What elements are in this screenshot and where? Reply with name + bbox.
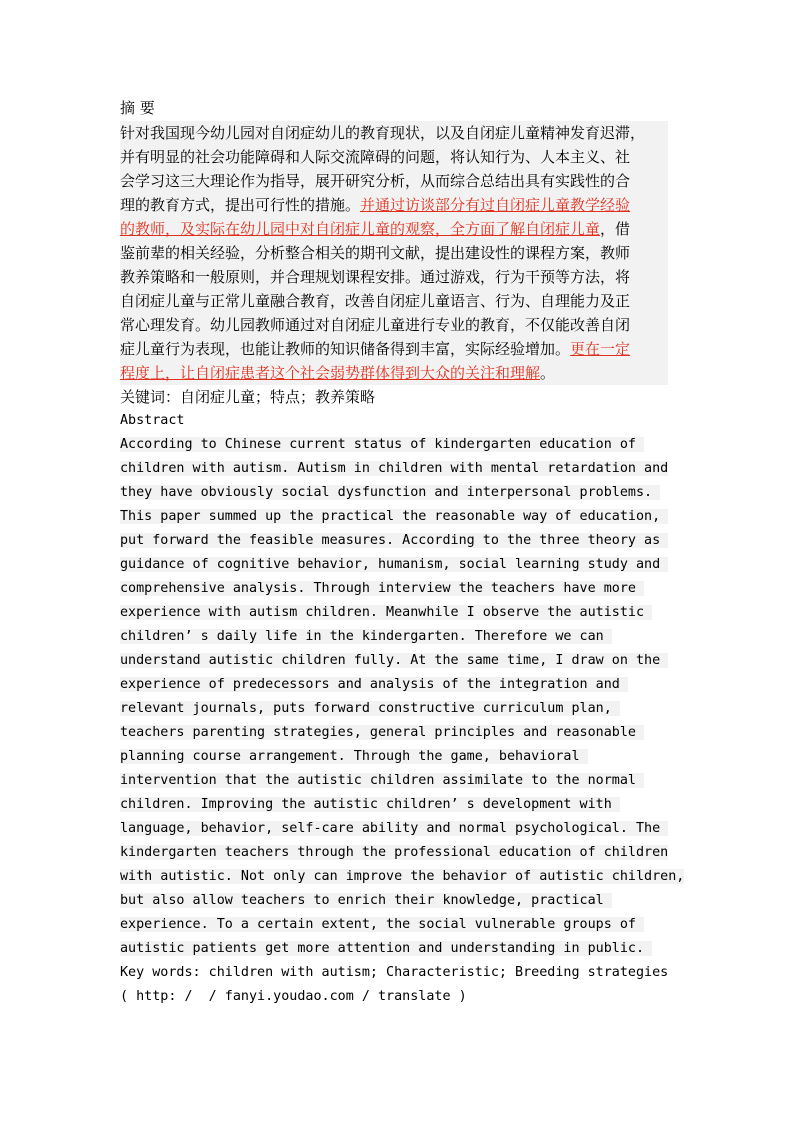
body-text: 鉴前辈的相关经验，分析整合相关的期刊文献，提出建设性的课程方案，教师 bbox=[120, 244, 631, 262]
body-text: with autistic. Not only can improve the behavior of autistic children, bbox=[120, 869, 685, 884]
abstract-en-line bbox=[120, 529, 690, 553]
body-text: This paper summed up the practical the reasonable way of education, bbox=[120, 509, 669, 524]
abstract-en-line bbox=[120, 457, 690, 481]
abstract-en-line bbox=[120, 913, 690, 937]
highlighted-text: 程度上，让自闭症患者这个社会弱势群体得到大众的关注和理解 bbox=[120, 364, 541, 382]
abstract-cn-line bbox=[120, 289, 668, 313]
keywords-en: Key words: children with autism; Characteristic; Breeding strategies bbox=[120, 965, 669, 980]
abstract-cn-line bbox=[120, 121, 668, 145]
abstract-en-line bbox=[120, 481, 690, 505]
body-text: experience of predecessors and analysis of the integration and bbox=[120, 677, 628, 692]
body-text: planning course arrangement. Through the game, behavioral bbox=[120, 749, 588, 764]
abstract-en-heading: Abstract bbox=[120, 413, 185, 428]
keywords-cn: 关键词：自闭症儿童；特点；教养策略 bbox=[120, 388, 376, 406]
body-text: intervention that the autistic children assimilate to the normal bbox=[120, 773, 645, 788]
body-text: children with autism. Autism in children with mental retardation and bbox=[120, 461, 669, 476]
body-text: 并有明显的社会功能障碍和人际交流障碍的问题，将认知行为、人本主义、社 bbox=[120, 148, 631, 166]
abstract-cn-line bbox=[120, 337, 668, 361]
abstract-en-line bbox=[120, 505, 690, 529]
abstract-cn-line bbox=[120, 169, 668, 193]
body-text: ，借 bbox=[600, 220, 631, 238]
abstract-cn-line bbox=[120, 313, 668, 337]
abstract-cn-line bbox=[120, 145, 668, 169]
abstract-en-line bbox=[120, 841, 690, 865]
body-text: 教养策略和一般原则，并合理规划课程安排。通过游戏，行为干预等方法，将 bbox=[120, 268, 631, 286]
body-text: experience with autism children. Meanwhile I observe the autistic bbox=[120, 605, 653, 620]
abstract-cn-line bbox=[120, 217, 668, 241]
body-text: experience. To a certain extent, the social vulnerable groups of bbox=[120, 917, 645, 932]
body-text: 自闭症儿童与正常儿童融合教育，改善自闭症儿童语言、行为、自理能力及正 bbox=[120, 292, 631, 310]
highlighted-text: 的教师，及实际在幼儿园中对自闭症儿童的观察，全方面了解自闭症儿童 bbox=[120, 220, 601, 238]
body-text: According to Chinese current status of kindergarten education of bbox=[120, 437, 645, 452]
body-text: autistic patients get more attention and understanding in public. bbox=[120, 941, 653, 956]
abstract-en-line bbox=[120, 745, 690, 769]
abstract-en-line bbox=[120, 937, 690, 961]
abstract-en-line bbox=[120, 817, 690, 841]
body-text: 。 bbox=[540, 364, 556, 382]
body-text: comprehensive analysis. Through interview the teachers have more bbox=[120, 581, 645, 596]
abstract-en-line bbox=[120, 673, 690, 697]
abstract-en-line bbox=[120, 625, 690, 649]
abstract-cn-line bbox=[120, 193, 668, 217]
highlighted-text: 更在一定 bbox=[570, 340, 631, 358]
body-text: guidance of cognitive behavior, humanism, social learning study and bbox=[120, 557, 669, 572]
body-text: 症儿童行为表现，也能让教师的知识储备得到丰富，实际经验增加。 bbox=[120, 340, 571, 358]
body-text: but also allow teachers to enrich their knowledge, practical bbox=[120, 893, 612, 908]
abstract-en-line bbox=[120, 793, 690, 817]
abstract-en-line bbox=[120, 577, 690, 601]
body-text: put forward the feasible measures. According to the three theory as bbox=[120, 533, 669, 548]
body-text: children. Improving the autistic children’ s development with bbox=[120, 797, 620, 812]
body-text: kindergarten teachers through the professional education of children bbox=[120, 845, 669, 860]
abstract-cn-heading: 摘 要 bbox=[120, 99, 155, 117]
abstract-cn-body bbox=[120, 121, 668, 385]
body-text: 会学习这三大理论作为指导，展开研究分析，从而综合总结出具有实践性的合 bbox=[120, 172, 631, 190]
abstract-en-body bbox=[120, 433, 690, 961]
abstract-en-line bbox=[120, 889, 690, 913]
abstract-cn-line bbox=[120, 265, 668, 289]
abstract-en-line bbox=[120, 553, 690, 577]
abstract-en-line bbox=[120, 721, 690, 745]
body-text: understand autistic children fully. At the same time, I draw on the bbox=[120, 653, 669, 668]
abstract-en-line bbox=[120, 649, 690, 673]
abstract-en-line bbox=[120, 697, 690, 721]
abstract-cn-line bbox=[120, 361, 668, 385]
abstract-en-line bbox=[120, 865, 690, 889]
body-text: they have obviously social dysfunction and interpersonal problems. bbox=[120, 485, 661, 500]
abstract-en-line bbox=[120, 601, 690, 625]
abstract-cn-line bbox=[120, 241, 668, 265]
body-text: 理的教育方式，提出可行性的措施。 bbox=[120, 196, 361, 214]
highlighted-text: 并通过访谈部分有过自闭症儿童教学经验 bbox=[360, 196, 631, 214]
body-text: 针对我国现今幼儿园对自闭症幼儿的教育现状，以及自闭症儿童精神发育迟滞， bbox=[120, 124, 646, 142]
source-url[interactable]: ( http: / / fanyi.youdao.com / translate ) bbox=[120, 989, 467, 1004]
body-text: 常心理发育。幼儿园教师通过对自闭症儿童进行专业的教育，不仅能改善自闭 bbox=[120, 316, 631, 334]
body-text: language, behavior, self-care ability and normal psychological. The bbox=[120, 821, 669, 836]
abstract-en-line bbox=[120, 769, 690, 793]
body-text: children’ s daily life in the kindergarten. Therefore we can bbox=[120, 629, 612, 644]
body-text: relevant journals, puts forward constructive curriculum plan, bbox=[120, 701, 620, 716]
body-text: teachers parenting strategies, general principles and reasonable bbox=[120, 725, 645, 740]
abstract-en-line bbox=[120, 433, 690, 457]
